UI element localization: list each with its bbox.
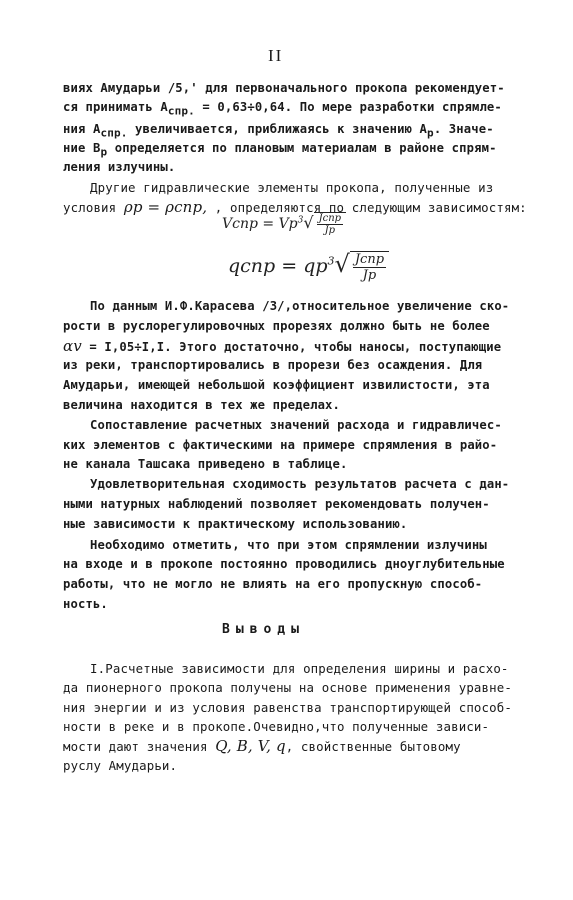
text-line: руслу Амударьи. [63, 758, 178, 773]
text-line: ные зависимости к практическому использованию. [63, 517, 408, 531]
handwritten-alpha: αv [63, 337, 82, 355]
text-line: рости в руслорегулировочных прорезях должно быть не более [63, 319, 490, 333]
text-fragment: ние B [63, 141, 101, 155]
text-line: Удовлетворительная сходимость результатов расчета с дан- [90, 477, 510, 491]
text-fragment: = 0,63÷0,64. По мере разработки спрямле- [194, 100, 502, 114]
text-line: виях Амударьи /5,' для первоначального прокопа рекомендует- [63, 81, 505, 95]
page-number: II [268, 46, 284, 65]
handwritten-symbols: Q, B, V, q [215, 737, 286, 755]
text-line [63, 99, 502, 119]
formula-rhs: = qр [281, 255, 328, 277]
text-line: I.Расчетные зависимости для определения ширины и расхо- [90, 661, 509, 676]
handwritten-condition: ρр = ρспр, [123, 198, 208, 216]
text-line [63, 140, 497, 160]
formula-discharge: qспр = $qр^3√$ $\frac{\text{Jспр}}{Jр}$ [228, 250, 389, 283]
formula-velocity: Vспр = $Vр^3√$ $\frac{\text{Jспр}}{Jр}$ [222, 212, 346, 236]
text-line: ния энергии и из условия равенства транспортирующей способ- [63, 700, 512, 715]
text-line: ления излучины. [63, 160, 176, 174]
text-fragment: мости дают значения [63, 739, 216, 754]
text-line: из реки, транспортировались в прорези без осаждения. Для [63, 358, 483, 372]
text-fragment: , определяются по следующим зависимостям: [207, 200, 527, 215]
text-line: ность. [63, 597, 108, 611]
text-fragment: увеличивается, приближаясь к значению A [127, 122, 428, 136]
subscript: р [427, 126, 434, 140]
subscript: спр. [100, 126, 128, 140]
subscript: спр. [167, 104, 195, 118]
text-line: работы, что не могло не влиять на его пропускную способ- [63, 577, 483, 591]
fraction-denominator: Jр [324, 225, 336, 236]
text-line [63, 338, 501, 355]
text-line: Другие гидравлические элементы прокопа, полученные из [90, 180, 494, 195]
formula-lhs: Vспр [222, 216, 258, 232]
section-heading: Выводы [222, 622, 305, 637]
text-line: ными натурных наблюдений позволяет рекомендовать получен- [63, 497, 490, 511]
root-index: 3 [297, 215, 304, 226]
text-line: да пионерного прокопа получены на основе применения уравне- [63, 680, 512, 695]
text-line [63, 121, 494, 141]
fraction-numerator: Jспр [354, 252, 385, 267]
text-line: на входе и в прокопе постоянно проводились дноуглубительные [63, 557, 505, 571]
formula-rhs: = Vр [262, 216, 298, 232]
text-line: величина находится в тех же пределах. [63, 398, 341, 412]
root-index: 3 [327, 254, 335, 268]
text-line: ких элементов с фактическими на примере спрямления в райо- [63, 438, 498, 452]
text-fragment: условия [63, 200, 124, 215]
text-fragment: ния A [63, 122, 101, 136]
text-line: По данным И.Ф.Карасева /3/,относительное увеличение ско- [90, 299, 510, 313]
text-line [63, 738, 461, 755]
subscript: р [100, 145, 108, 159]
formula-lhs: qспр [228, 255, 276, 277]
text-fragment: определяется по плановым материалам в районе спрям- [107, 141, 497, 155]
text-line: Амударьи, имеющей небольшой коэффициент извилистости, эта [63, 378, 490, 392]
text-fragment: ся принимать A [63, 100, 168, 114]
text-fragment: = I,05÷I,I. Этого достаточно, чтобы наносы, поступающие [81, 340, 502, 354]
text-fragment: . Значе- [433, 122, 494, 136]
text-line: Необходимо отметить, что при этом спрямлении излучины [90, 538, 487, 552]
text-line: Сопоставление расчетных значений расхода и гидравличес- [90, 418, 502, 432]
fraction-numerator: Jспр [318, 213, 342, 224]
text-line: не канала Ташсака приведено в таблице. [63, 457, 348, 471]
text-line: ности в реке и в прокопе.Очевидно,что полученные зависи- [63, 719, 490, 734]
text-fragment: , свойственные бытовому [285, 739, 461, 754]
fraction-denominator: Jр [362, 268, 377, 283]
